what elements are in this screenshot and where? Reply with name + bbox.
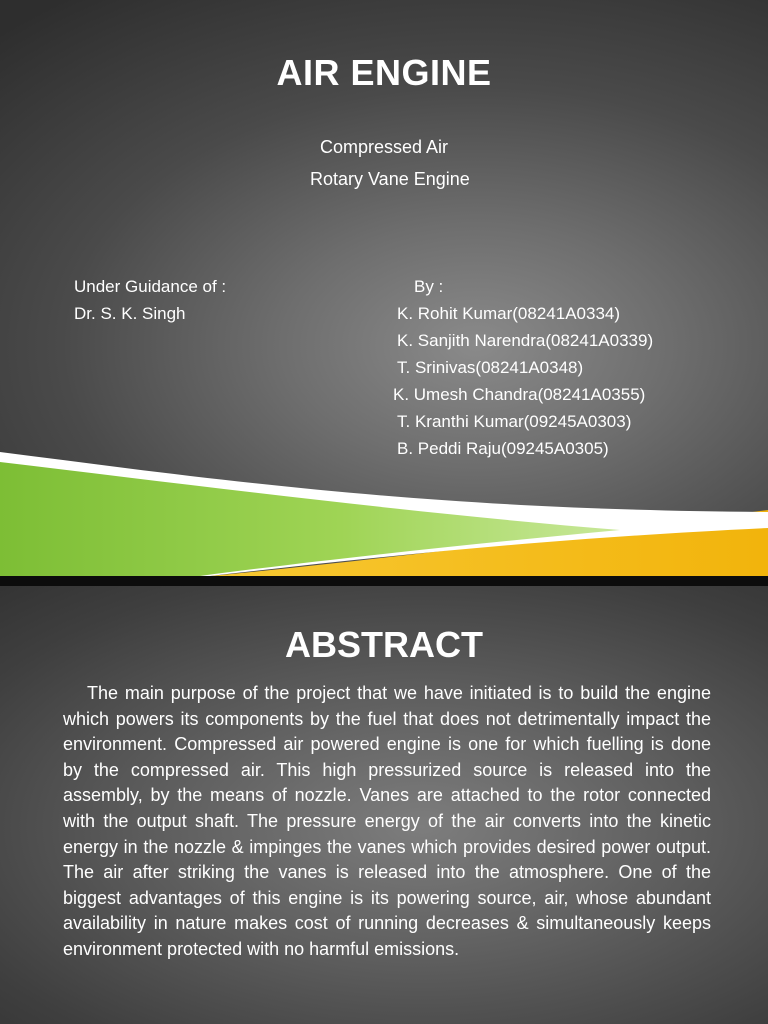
abstract-title: ABSTRACT: [285, 624, 483, 665]
abstract-body: The main purpose of the project that we have initiated is to build the engine which powers its components by the fuel that does not detrimentally impact the environment. Compressed air powered engine is one for which fuelling is done by the compressed air. This high pressurized source is released into the assembly, by the means of nozzle. Vanes are attached to the rotor connected with the output shaft. The pressure energy of the air converts into the kinetic energy in the nozzle & impinges the vanes which provides desired power output. The air after striking the vanes is released into the atmosphere. One of the biggest advantages of this engine is its powering source, air, whose abundant availability in nature makes cost of running decreases & simultaneously keeps environment protected with no harmful emissions.: [63, 683, 711, 959]
team-member: T. Kranthi Kumar(09245A0303): [397, 412, 632, 431]
slide-title: AIR ENGINE: [276, 52, 492, 93]
decorative-swoosh: [0, 440, 768, 576]
guide-name: Dr. S. K. Singh: [74, 304, 186, 323]
team-member: K. Rohit Kumar(08241A0334): [397, 304, 621, 323]
by-label: By :: [414, 277, 444, 296]
team-member: T. Srinivas(08241A0348): [397, 358, 584, 377]
guidance-label: Under Guidance of :: [74, 277, 227, 296]
subtitle-line-1: Compressed Air: [320, 137, 449, 157]
team-member: K. Umesh Chandra(08241A0355): [393, 385, 646, 404]
team-member: K. Sanjith Narendra(08241A0339): [397, 331, 654, 350]
slide-divider: [0, 576, 768, 586]
subtitle-line-2: Rotary Vane Engine: [310, 169, 470, 189]
team-member: B. Peddi Raju(09245A0305): [397, 439, 609, 458]
